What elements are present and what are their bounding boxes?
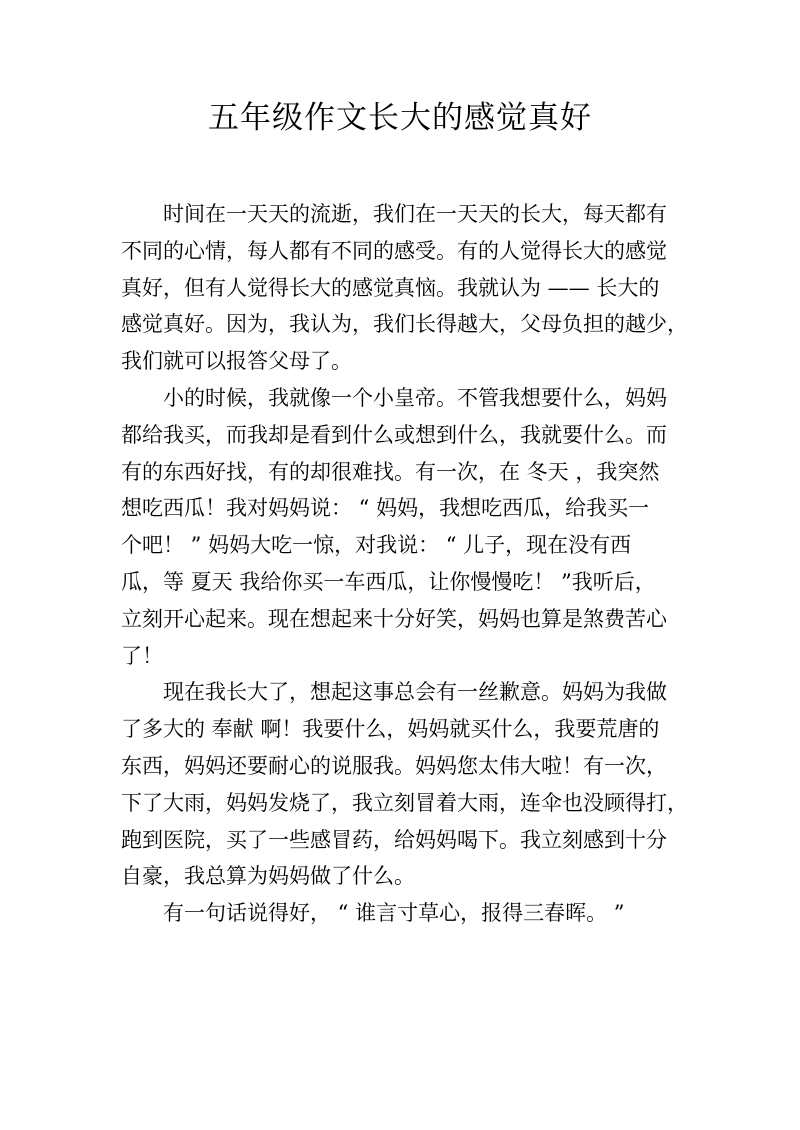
text-line: 有的东西好找，有的却很难找。有一次，在 冬天 ，我突然 (121, 459, 660, 484)
text-line: 有一句话说得好， “ 谁言寸草心，报得三春晖。 ” (163, 901, 625, 926)
text-line: 了！ (121, 643, 163, 668)
text-line: 小的时候，我就像一个小皇帝。不管我想要什么，妈妈 (163, 385, 667, 410)
paragraph-3 (121, 674, 688, 895)
text-line: 我们就可以报答父母了。 (121, 349, 352, 374)
text-line: 下了大雨，妈妈发烧了，我立刻冒着大雨，连伞也没顾得打， (121, 790, 688, 815)
text-line: 瓜，等 夏天 我给你买一车西瓜，让你慢慢吃！ ”我听后， (121, 569, 656, 594)
paragraph-4 (121, 895, 681, 932)
text-line: 个吧！ ” 妈妈大吃一惊，对我说： “ 儿子，现在没有西 (121, 533, 632, 558)
text-line: 感觉真好。因为，我认为，我们长得越大，父母负担的越少， (121, 312, 688, 337)
text-line: 自豪，我总算为妈妈做了什么。 (121, 864, 415, 889)
paragraph-2 (121, 380, 681, 674)
text-line: 立刻开心起来。现在想起来十分好笑，妈妈也算是煞费苦心 (121, 606, 667, 631)
text-line: 时间在一天天的流逝，我们在一天天的长大，每天都有 (163, 202, 667, 226)
text-line: 了多大的 奉献 啊！我要什么，妈妈就买什么，我要荒唐的 (121, 717, 660, 742)
document-title: 五年级作文长大的感觉真好 (208, 100, 592, 136)
text-line: 现在我长大了，想起这事总会有一丝歉意。妈妈为我做 (163, 680, 667, 705)
text-line: 真好，但有人觉得长大的感觉真恼。我就认为 —— 长大的 (121, 275, 660, 300)
document-body (121, 196, 688, 932)
text-line: 都给我买，而我却是看到什么或想到什么，我就要什么。而 (121, 422, 667, 447)
text-line: 不同的心情，每人都有不同的感受。有的人觉得长大的感觉 (121, 238, 667, 263)
paragraph-1 (121, 196, 688, 380)
text-line: 东西，妈妈还要耐心的说服我。妈妈您太伟大啦！有一次， (121, 753, 667, 778)
text-line: 想吃西瓜！我对妈妈说： “ 妈妈，我想吃西瓜，给我买一 (121, 496, 650, 521)
text-line: 跑到医院，买了一些感冒药，给妈妈喝下。我立刻感到十分 (121, 827, 667, 852)
